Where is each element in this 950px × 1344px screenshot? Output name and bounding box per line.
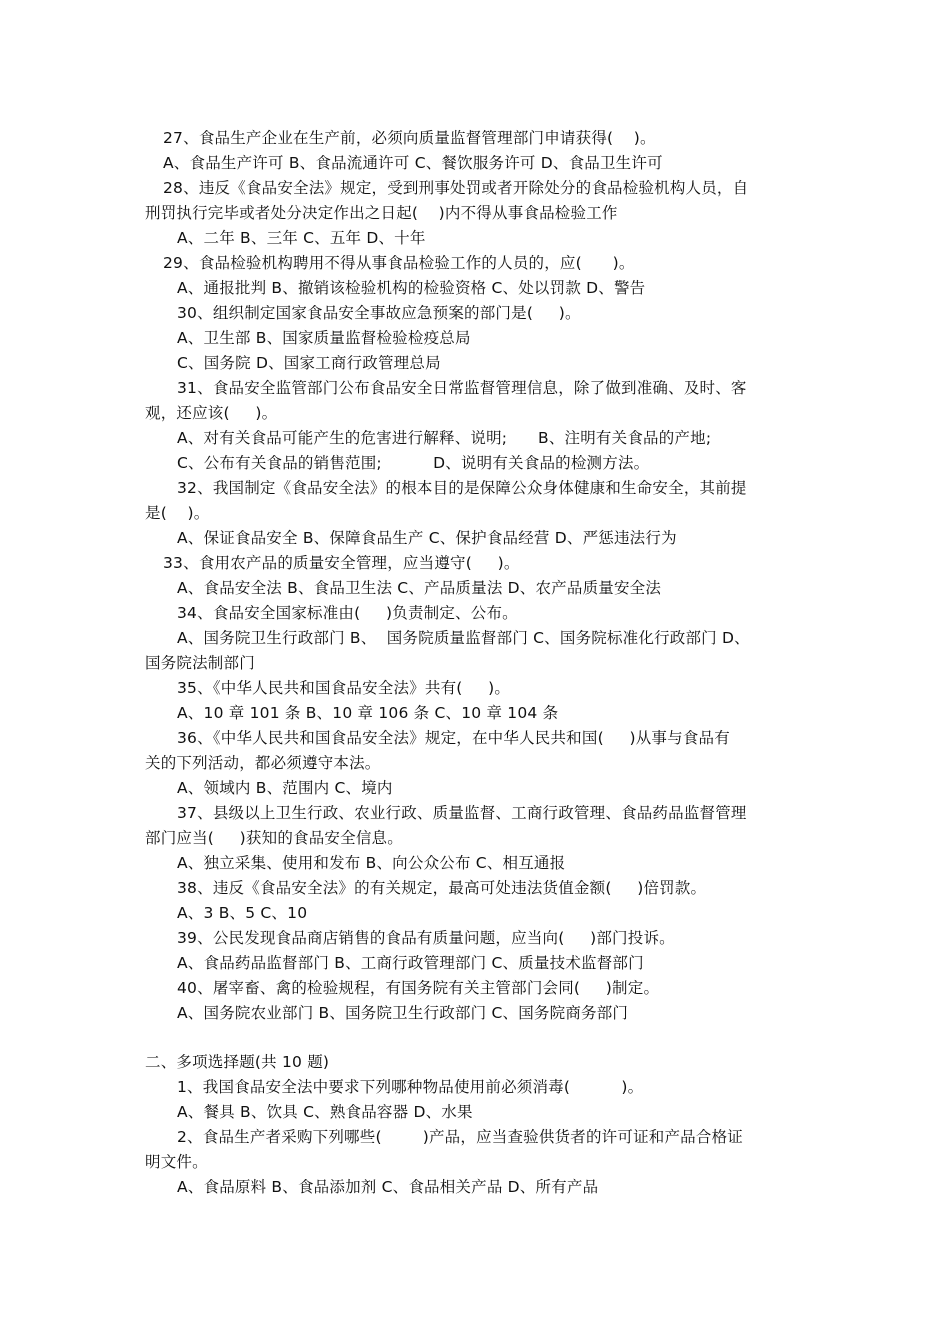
options-30-line-1: A、卫生部 B、国家质量监督检验检疫总局 [177, 329, 471, 347]
question-31-line-2: 观，还应该( )。 [145, 404, 278, 422]
question-31-line-1: 31、食品安全监管部门公布食品安全日常监督管理信息，除了做到准确、及时、客 [177, 379, 747, 397]
options-32: A、保证食品安全 B、保障食品生产 C、保护食品经营 D、严惩违法行为 [177, 529, 677, 547]
question-m2-line-1: 2、食品生产者采购下列哪些( )产品，应当查验供货者的许可证和产品合格证 [177, 1128, 743, 1146]
options-36: A、领域内 B、范围内 C、境内 [177, 779, 393, 797]
options-31-line-2: C、公布有关食品的销售范围; D、说明有关食品的检测方法。 [177, 454, 650, 472]
question-39: 39、公民发现食品商店销售的食品有质量问题，应当向( )部门投诉。 [177, 929, 675, 947]
section-heading-multiple-choice: 二、多项选择题(共 10 题) [145, 1053, 330, 1071]
options-30-line-2: C、国务院 D、国家工商行政管理总局 [177, 354, 441, 372]
options-29: A、通报批判 B、撤销该检验机构的检验资格 C、处以罚款 D、警告 [177, 279, 646, 297]
options-39: A、食品药品监督部门 B、工商行政管理部门 C、质量技术监督部门 [177, 954, 644, 972]
options-38: A、3 B、5 C、10 [177, 904, 308, 922]
question-32-line-1: 32、我国制定《食品安全法》的根本目的是保障公众身体健康和生命安全，其前提 [177, 479, 747, 497]
question-32-line-2: 是( )。 [145, 504, 210, 522]
question-36-line-2: 关的下列活动，都必须遵守本法。 [145, 754, 381, 772]
options-27: A、食品生产许可 B、食品流通许可 C、餐饮服务许可 D、食品卫生许可 [163, 154, 663, 172]
question-34: 34、食品安全国家标准由( )负责制定、公布。 [177, 604, 518, 622]
options-31-line-1: A、对有关食品可能产生的危害进行解释、说明; B、注明有关食品的产地; [177, 429, 712, 447]
question-m1: 1、我国食品安全法中要求下列哪种物品使用前必须消毒( )。 [177, 1078, 644, 1096]
question-33: 33、食用农产品的质量安全管理，应当遵守( )。 [163, 554, 520, 572]
question-29: 29、食品检验机构聘用不得从事食品检验工作的人员的，应( )。 [163, 254, 635, 272]
options-m2: A、食品原料 B、食品添加剂 C、食品相关产品 D、所有产品 [177, 1178, 599, 1196]
question-37-line-2: 部门应当( )获知的食品安全信息。 [145, 829, 403, 847]
options-33: A、食品安全法 B、食品卫生法 C、产品质量法 D、农产品质量安全法 [177, 579, 662, 597]
options-35: A、10 章 101 条 B、10 章 106 条 C、10 章 104 条 [177, 704, 559, 722]
options-28: A、二年 B、三年 C、五年 D、十年 [177, 229, 426, 247]
question-28-line-1: 28、违反《食品安全法》规定，受到刑事处罚或者开除处分的食品检验机构人员，自 [163, 179, 749, 197]
question-m2-line-2: 明文件。 [145, 1153, 208, 1171]
options-37: A、独立采集、使用和发布 B、向公众公布 C、相互通报 [177, 854, 566, 872]
question-36-line-1: 36、《中华人民共和国食品安全法》规定，在中华人民共和国( )从事与食品有 [177, 729, 730, 747]
question-30: 30、组织制定国家食品安全事故应急预案的部门是( )。 [177, 304, 581, 322]
options-34-line-2: 国务院法制部门 [145, 654, 255, 672]
question-27: 27、食品生产企业在生产前，必须向质量监督管理部门申请获得( )。 [163, 129, 656, 147]
question-38: 38、违反《食品安全法》的有关规定，最高可处违法货值金额( )倍罚款。 [177, 879, 707, 897]
question-40: 40、屠宰畜、禽的检验规程，有国务院有关主管部门会同( )制定。 [177, 979, 660, 997]
question-28-line-2: 刑罚执行完毕或者处分决定作出之日起( )内不得从事食品检验工作 [145, 204, 618, 222]
options-40: A、国务院农业部门 B、国务院卫生行政部门 C、国务院商务部门 [177, 1004, 629, 1022]
options-34-line-1: A、国务院卫生行政部门 B、 国务院质量监督部门 C、国务院标准化行政部门 D、 [177, 629, 750, 647]
options-m1: A、餐具 B、饮具 C、熟食品容器 D、水果 [177, 1103, 473, 1121]
question-37-line-1: 37、县级以上卫生行政、农业行政、质量监督、工商行政管理、食品药品监督管理 [177, 804, 747, 822]
question-35: 35、《中华人民共和国食品安全法》共有( )。 [177, 679, 511, 697]
